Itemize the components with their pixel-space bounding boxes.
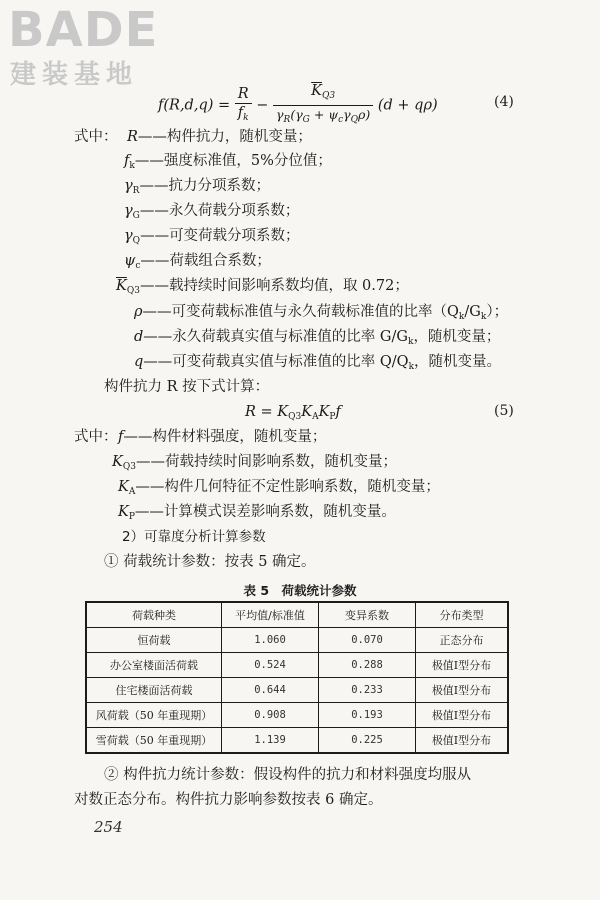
cell-mean-ratio: 0.644 [222,678,319,703]
cell-mean-ratio: 0.908 [222,703,319,728]
where-lead-2: 式中： [74,429,118,445]
load-statistics-table [85,601,509,754]
cell-distribution: 正态分布 [416,628,509,653]
where2-item-ka: $K_A——$构件几何特征不定性影响系数，随机变量； [118,479,440,497]
where2-item-kq3: $K_{Q3}——$荷载持续时间影响系数，随机变量； [112,454,397,472]
equation-number-5: (5) [494,403,514,419]
formula-5: $R = K_{Q3}K_AK_Pf$ [245,404,341,422]
cell-distribution: 极值Ⅰ型分布 [416,678,509,703]
cell-load-type: 风荷载（50 年重现期） [86,703,222,728]
where-item-fk: $f_k——$强度标准值，5%分位值； [124,153,332,171]
header-mean-ratio: 平均值/标准值 [222,602,319,628]
cell-load-type: 雪荷载（50 年重现期） [86,728,222,754]
where-item-gamma-r: $\gamma_R——$抗力分项系数； [124,178,270,196]
equation-number-4: (4) [494,94,514,110]
cell-mean-ratio: 1.060 [222,628,319,653]
cell-load-type: 住宅楼面活荷载 [86,678,222,703]
where-item-gamma-q: $\gamma_Q——$可变荷载分项系数； [124,228,300,246]
cell-cov: 0.193 [319,703,416,728]
where-lead-1: 式中： [74,129,118,145]
table-header-row [86,602,508,628]
where2-item-f: f——构件材料强度，随机变量； [118,429,327,445]
where-item-gamma-g: $\gamma_G——$永久荷载分项系数； [124,203,300,221]
logo [8,4,183,96]
fraction-kq3: $\frac{\overline{K}_{Q3}}{\gamma_R(\gamma_G + \psi_c\gamma_Q\rho)}$ [273,82,373,129]
where-item-kq3: $\overline{K}_{Q3}——$载持续时间影响系数均值，取 0.72； [116,278,409,296]
cell-distribution: 极值Ⅰ型分布 [416,703,509,728]
formula-4-tail: (d + qρ) [377,97,438,114]
where2-item-kp: $K_P——$计算模式误差影响系数，随机变量。 [118,504,396,522]
page-number: 254 [94,818,123,836]
formula-4-minus: − [256,97,269,114]
fraction-r-over-fk: $\frac{R}{f_k}$ [235,85,252,127]
paragraph-load-params: ① 荷载统计参数：按表 5 确定。 [104,554,316,570]
cell-cov: 0.233 [319,678,416,703]
logo-subtitle: 建装基地 [10,60,139,90]
formula-4-lhs: f(R,d,q) = [158,97,231,114]
where-item-q: q——可变荷载真实值与标准值的比率 $Q/Q_k$，随机变量。 [134,354,502,372]
cell-load-type: 恒荷载 [86,628,222,653]
cell-mean-ratio: 1.139 [222,728,319,754]
cell-distribution: 极值Ⅰ型分布 [416,728,509,754]
where-item-r: R——构件抗力，随机变量； [127,129,312,145]
table-row [86,678,508,703]
header-load-type: 荷载种类 [86,602,222,628]
table-row [86,703,508,728]
cell-mean-ratio: 0.524 [222,653,319,678]
cell-cov: 0.225 [319,728,416,754]
where-item-d: d——永久荷载真实值与标准值的比率 $G/G_k$，随机变量； [134,329,501,347]
table-row [86,728,508,754]
section-heading: 2）可靠度分析计算参数 [122,529,266,545]
cell-cov: 0.288 [319,653,416,678]
header-distribution: 分布类型 [416,602,509,628]
paragraph-resistance-line1: ② 构件抗力统计参数：假设构件的抗力和材料强度均服从 [104,767,472,783]
logo-brand: BADE [8,2,159,58]
table-row [86,653,508,678]
cell-cov: 0.070 [319,628,416,653]
cell-distribution: 极值Ⅰ型分布 [416,653,509,678]
table-row [86,628,508,653]
paragraph-resistance-line2: 对数正态分布。构件抗力影响参数按表 6 确定。 [74,792,383,808]
cell-load-type: 办公室楼面活荷载 [86,653,222,678]
formula-4 [158,82,438,128]
where-item-rho: ρ——可变荷载标准值与永久荷载标准值的比率$(Q_k/G_k)$； [134,304,509,322]
intro-formula-5: 构件抗力 R 按下式计算： [104,379,270,395]
table-title: 表 5 荷载统计参数 [243,583,357,598]
header-cov: 变异系数 [319,602,416,628]
where-item-psi-c: $\psi_c——$荷载组合系数； [124,253,271,271]
